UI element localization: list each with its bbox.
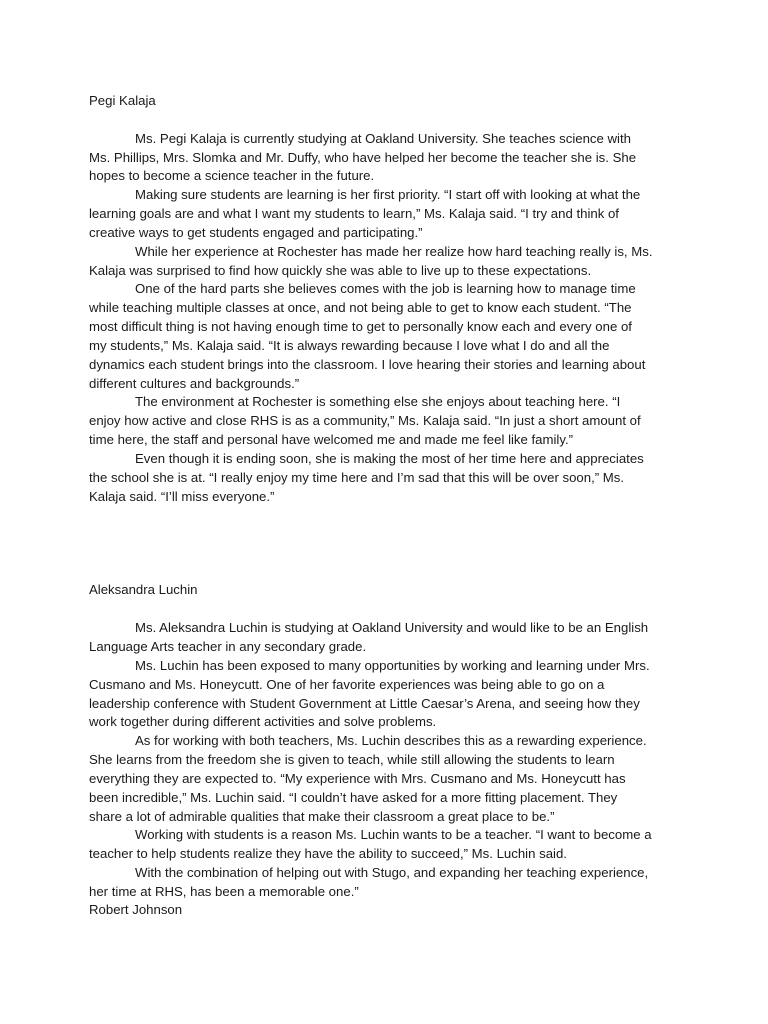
article-1-line: my students,” Ms. Kalaja said. “It is always rewarding because I love what I do and all the — [89, 338, 610, 353]
article-1-line: One of the hard parts she believes comes with the job is learning how to manage time — [135, 281, 636, 296]
article-2-line: She learns from the freedom she is given to teach, while still allowing the students to learn — [89, 752, 615, 767]
author-name: Robert Johnson — [89, 902, 183, 917]
article-1-line: hopes to become a science teacher in the future. — [89, 168, 375, 183]
article-2-line: teacher to help students realize they have the ability to succeed,” Ms. Luchin said. — [89, 846, 567, 861]
article-1-line: Making sure students are learning is her first priority. “I start off with looking at what the — [135, 187, 641, 202]
article-2-line: work together during different activities and solve problems. — [89, 714, 437, 729]
article-2-line: Working with students is a reason Ms. Luchin wants to be a teacher. “I want to become a — [135, 827, 652, 842]
article-1-line: enjoy how active and close RHS is as a community,” Ms. Kalaja said. “In just a short amount of — [89, 413, 641, 428]
article-1-line: creative ways to get students engaged and participating.” — [89, 225, 423, 240]
article-1-line: Even though it is ending soon, she is making the most of her time here and appreciates — [135, 451, 644, 466]
article-2-line: leadership conference with Student Government at Little Caesar’s Arena, and seeing how they — [89, 696, 640, 711]
article-2-line: As for working with both teachers, Ms. Luchin describes this as a rewarding experience. — [135, 733, 647, 748]
article-2-line: Ms. Aleksandra Luchin is studying at Oakland University and would like to be an English — [135, 620, 649, 635]
article-2-line: been incredible,” Ms. Luchin said. “I couldn’t have asked for a more fitting placement. They — [89, 790, 618, 805]
article-2-line: With the combination of helping out with Stugo, and expanding her teaching experience, — [135, 865, 649, 880]
article-1-line: most difficult thing is not having enough time to get to personally know each and every one of — [89, 319, 632, 334]
article-1-line: dynamics each student brings into the classroom. I love hearing their stories and learning about — [89, 357, 646, 372]
article-2-line: everything they are expected to. “My experience with Mrs. Cusmano and Ms. Honeycutt has — [89, 771, 626, 786]
article-1-line: while teaching multiple classes at once, and not being able to get to know each student. “The — [89, 300, 632, 315]
article-1-line: Kalaja said. “I’ll miss everyone.” — [89, 489, 275, 504]
article-2-line: Ms. Luchin has been exposed to many opportunities by working and learning under Mrs. — [135, 658, 650, 673]
article-1-line: Ms. Pegi Kalaja is currently studying at Oakland University. She teaches science with — [135, 131, 631, 146]
article-1-line: While her experience at Rochester has made her realize how hard teaching really is, Ms. — [135, 244, 653, 259]
article-1-line: The environment at Rochester is something else she enjoys about teaching here. “I — [135, 394, 621, 409]
article-1-line: the school she is at. “I really enjoy my time here and I’m sad that this will be over soon,” Ms. — [89, 470, 625, 485]
article-1-line: learning goals are and what I want my students to learn,” Ms. Kalaja said. “I try and think of — [89, 206, 619, 221]
article-2-line: Language Arts teacher in any secondary grade. — [89, 639, 367, 654]
article-2-line: Cusmano and Ms. Honeycutt. One of her favorite experiences was being able to go on a — [89, 677, 605, 692]
article-1-line: Kalaja was surprised to find how quickly she was able to live up to these expectations. — [89, 263, 592, 278]
article-2-line: share a lot of admirable qualities that make their classroom a great place to be.” — [89, 809, 555, 824]
article-1-line: time here, the staff and personal have welcomed me and made me feel like family.” — [89, 432, 574, 447]
article-1-heading: Pegi Kalaja — [89, 93, 156, 108]
article-2-line: her time at RHS, has been a memorable one.” — [89, 884, 359, 899]
article-1-line: Ms. Phillips, Mrs. Slomka and Mr. Duffy, who have helped her become the teacher she is. She — [89, 150, 637, 165]
article-1-line: different cultures and backgrounds.” — [89, 376, 300, 391]
article-2-heading: Aleksandra Luchin — [89, 582, 198, 597]
